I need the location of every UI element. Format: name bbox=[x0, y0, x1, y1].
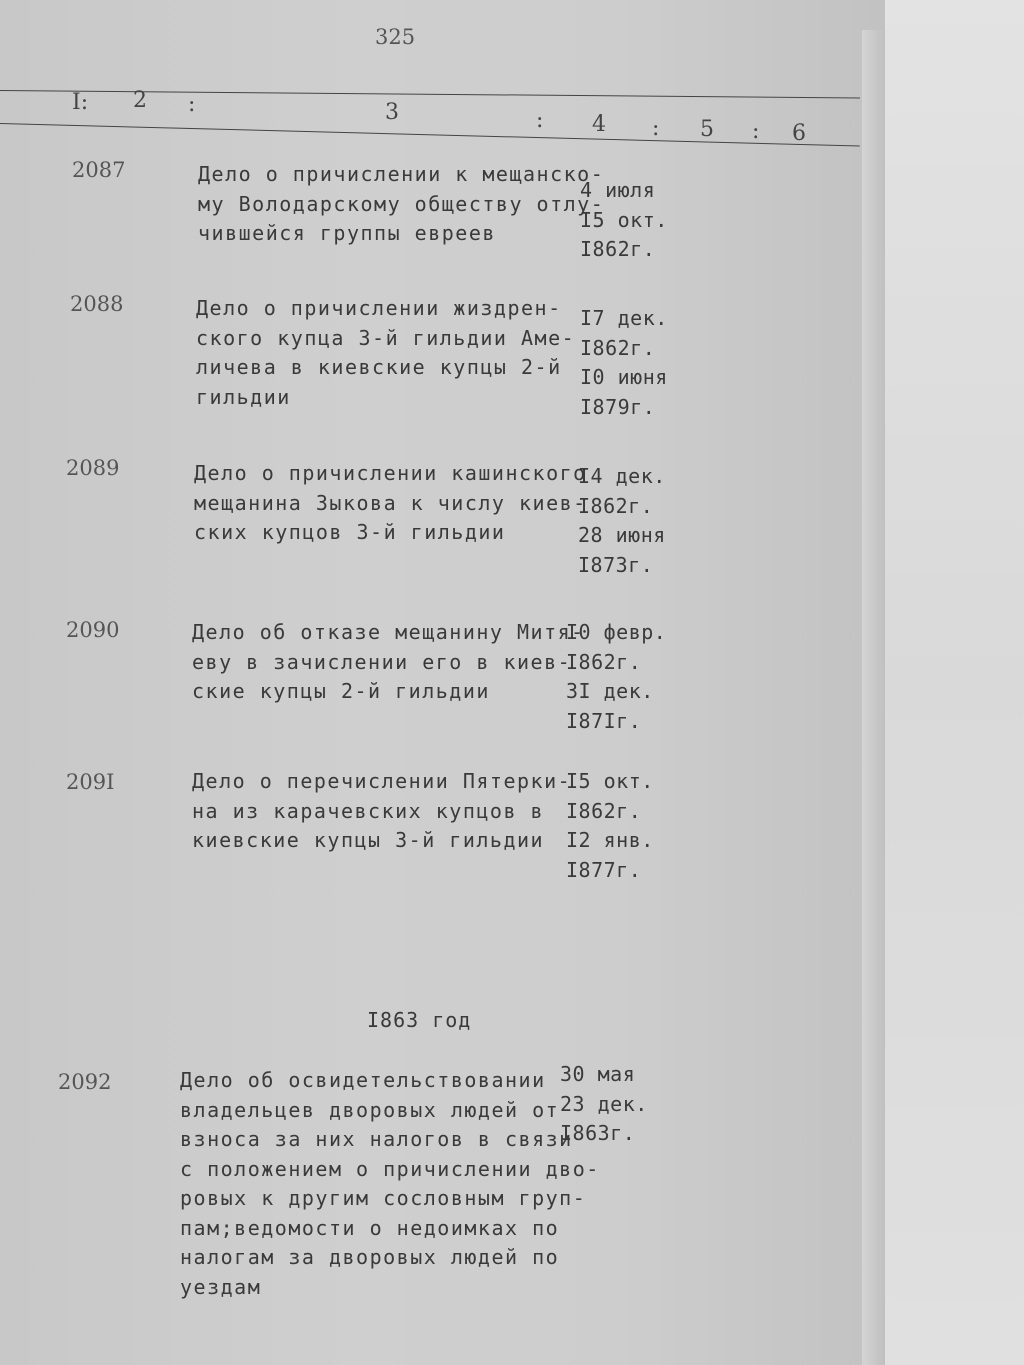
date-line: I2 янв. bbox=[566, 828, 654, 852]
description-line: Дело о перечислении Пятерки- bbox=[192, 769, 572, 793]
record-number: 2088 bbox=[70, 292, 124, 316]
description-line: уездам bbox=[180, 1274, 262, 1299]
description-line: мещанина Зыкова к числу киев- bbox=[194, 490, 587, 515]
column-number: 6 bbox=[792, 121, 806, 146]
record-description bbox=[196, 294, 575, 412]
description-line: гильдии bbox=[196, 384, 291, 409]
record-description bbox=[180, 1066, 600, 1302]
description-line: Дело о причислении жиздрен- bbox=[196, 296, 562, 320]
description-line: ровых к другим сословным груп- bbox=[180, 1186, 587, 1210]
date-line: I862г. bbox=[566, 798, 642, 823]
description-line: налогам за дворовых людей по bbox=[180, 1245, 560, 1269]
description-line: киевские купцы 3-й гильдии bbox=[192, 828, 545, 852]
date-line: I877г. bbox=[566, 857, 642, 882]
date-line: I879г. bbox=[580, 394, 656, 419]
column-separator: : bbox=[652, 116, 660, 141]
record-description bbox=[192, 618, 585, 707]
column-number: 3 bbox=[385, 100, 399, 125]
description-line: му Володарскому обществу отлу- bbox=[198, 191, 605, 216]
description-line: ского купца 3-й гильдии Аме- bbox=[196, 325, 576, 350]
record-dates bbox=[566, 618, 666, 736]
date-line: I0 февр. bbox=[566, 620, 667, 644]
record-dates bbox=[580, 176, 668, 265]
record-number: 2087 bbox=[72, 158, 126, 182]
date-line: I87Iг. bbox=[566, 708, 642, 733]
description-line: Дело об освидетельствовании bbox=[180, 1068, 546, 1092]
date-line: 4 июля bbox=[580, 178, 656, 202]
date-line: I4 дек. bbox=[578, 464, 666, 488]
record-number: 209I bbox=[66, 770, 115, 794]
date-line: I5 окт. bbox=[580, 207, 668, 232]
column-number: I: bbox=[72, 90, 89, 115]
column-separator: : bbox=[752, 119, 760, 144]
description-line: на из карачевских купцов в bbox=[192, 798, 545, 823]
sheet-number: 325 bbox=[375, 25, 416, 49]
record-description bbox=[194, 459, 587, 548]
date-line: I863г. bbox=[560, 1121, 636, 1145]
description-line: взноса за них налогов в связи bbox=[180, 1127, 573, 1151]
date-line: 28 июня bbox=[578, 523, 666, 547]
record-number: 2090 bbox=[66, 618, 120, 642]
record-dates bbox=[580, 304, 668, 422]
date-line: I862г. bbox=[580, 237, 656, 261]
date-line: I5 окт. bbox=[566, 769, 654, 793]
column-number: 2 bbox=[133, 88, 147, 113]
date-line: I7 дек. bbox=[580, 306, 668, 330]
description-line: Дело о причислении кашинского bbox=[194, 461, 587, 485]
description-line: Дело о причислении к мещанско- bbox=[198, 162, 605, 186]
description-line: ских купцов 3-й гильдии bbox=[194, 520, 506, 544]
record-dates bbox=[566, 767, 654, 885]
record-description bbox=[192, 767, 571, 856]
column-separator: : bbox=[536, 108, 544, 133]
description-line: пам;ведомости о недоимках по bbox=[180, 1215, 560, 1240]
record-dates bbox=[578, 462, 666, 580]
date-line: I862г. bbox=[578, 493, 654, 518]
year-heading: I863 год bbox=[367, 1008, 472, 1032]
description-line: еву в зачислении его в киев- bbox=[192, 649, 572, 674]
date-line: I873г. bbox=[578, 552, 654, 577]
background-surface bbox=[885, 0, 1024, 1365]
column-number: 4 bbox=[592, 112, 606, 137]
description-line: чившейся группы евреев bbox=[198, 221, 496, 245]
column-separator: : bbox=[188, 92, 196, 117]
description-line: Дело об отказе мещанину Митя- bbox=[192, 620, 585, 644]
record-description bbox=[198, 160, 604, 249]
description-line: владельцев дворовых людей от bbox=[180, 1097, 560, 1122]
description-line: личева в киевские купцы 2-й bbox=[196, 355, 562, 379]
description-line: ские купцы 2-й гильдии bbox=[192, 679, 490, 703]
column-number: 5 bbox=[700, 117, 714, 142]
date-line: 23 дек. bbox=[560, 1091, 648, 1116]
date-line: 30 мая bbox=[560, 1062, 636, 1086]
date-line: I862г. bbox=[566, 649, 642, 674]
date-line: I862г. bbox=[580, 335, 656, 360]
record-dates bbox=[560, 1060, 648, 1149]
date-line: 3I дек. bbox=[566, 679, 654, 703]
record-number: 2092 bbox=[58, 1070, 112, 1094]
record-number: 2089 bbox=[66, 456, 120, 480]
date-line: I0 июня bbox=[580, 365, 668, 389]
description-line: с положением о причислении дво- bbox=[180, 1156, 600, 1181]
